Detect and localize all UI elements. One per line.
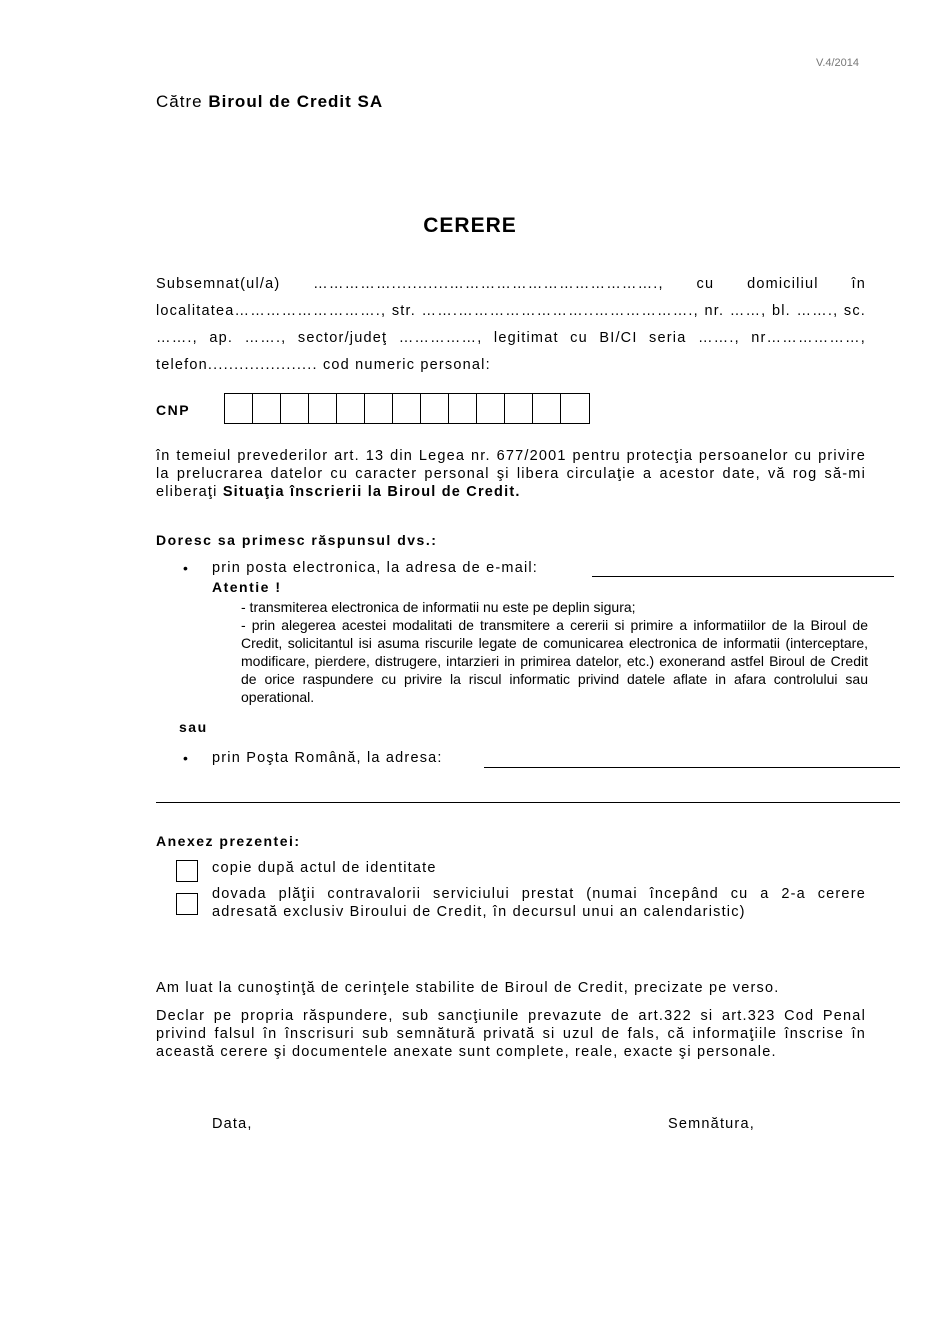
bullet-icon: • — [183, 750, 188, 766]
bullet-icon: • — [183, 560, 188, 576]
legal-basis-text: în temeiul prevederilor art. 13 din Legea nr. 677/2001 pentru protecţia persoanelor cu privire la prelucrarea datelor cu caracter personal şi libera circulaţie a acestor date, vă rog să-mi eliberaţi — [156, 448, 866, 500]
document-title: CERERE — [423, 214, 517, 237]
warning-text — [241, 598, 868, 706]
cnp-digit-cell[interactable] — [561, 394, 589, 423]
requested-document: Situaţia înscrierii la Biroul de Credit. — [222, 484, 521, 500]
annex-item-label: copie după actul de identitate — [212, 860, 437, 876]
response-method-heading: Doresc sa primesc răspunsul dvs.: — [156, 532, 438, 548]
cnp-input-grid[interactable] — [224, 393, 590, 424]
cnp-digit-cell[interactable] — [505, 394, 533, 423]
warning-title: Atentie ! — [212, 579, 282, 595]
postal-address-field[interactable] — [484, 767, 900, 768]
annex-heading: Anexez prezentei: — [156, 833, 301, 849]
warning-item: - prin alegerea acestei modalitati de transmitere a cererii si primire a informatiilor de la Biroul de Credit, solicitantul isi asuma riscurile legate de comunicarea electronica de informatii (interceptare, modificare, pierdere, distrugere, intarzieri in primirea datelor, etc.) exonerand astfel Biroul de Credit de orice raspundere cu privire la riscul informatic privind datele aflate in afara controlului sau operational. — [241, 617, 868, 705]
cnp-digit-cell[interactable] — [309, 394, 337, 423]
cnp-digit-cell[interactable] — [281, 394, 309, 423]
warning-item: - transmiterea electronica de informatii nu este pe deplin sigura; — [241, 599, 636, 615]
form-version: V.4/2014 — [816, 57, 860, 69]
declaration-paragraph: Declar pe propria răspundere, sub sancţiunile prevazute de art.322 si art.323 Cod Penal privind falsul în înscrisuri sub semnătură privată si uzul de fals, că informaţiile înscrise în această cerere şi documentele anexate sunt complete, reale, exacte şi personale. — [156, 1008, 866, 1060]
annex-item-label: dovada plăţii contravalorii serviciului prestat (numai începând cu a 2-a cerere adresată exclusiv Biroului de Credit, în decursul unui an calendaristic) — [212, 886, 866, 920]
cnp-digit-cell[interactable] — [421, 394, 449, 423]
email-option-label: prin posta electronica, la adresa de e-mail: — [212, 560, 539, 576]
date-label: Data, — [212, 1116, 253, 1132]
or-label: sau — [179, 719, 208, 735]
addressee-name: Biroul de Credit SA — [208, 92, 384, 111]
cnp-digit-cell[interactable] — [449, 394, 477, 423]
cnp-digit-cell[interactable] — [337, 394, 365, 423]
annex-id-copy-checkbox[interactable] — [176, 860, 198, 882]
addressee — [156, 92, 383, 112]
signature-label: Semnătura, — [668, 1116, 755, 1132]
cnp-digit-cell[interactable] — [477, 394, 505, 423]
postal-address-field-line-2[interactable] — [156, 802, 900, 803]
applicant-details-paragraph: Subsemnat(ul/a) ……………...........…………………………………., cu domiciliul în localitatea………………………., str. …….……………………..………………., nr. ……, bl. ……., sc. ……., ap. ……., sector/judeţ ……………, legitimat cu BI/CI seria ……., nr………………, telefon..................... cod numeric personal: — [156, 276, 866, 373]
cnp-digit-cell[interactable] — [365, 394, 393, 423]
acknowledgement-paragraph: Am luat la cunoştinţă de cerinţele stabilite de Biroul de Credit, precizate pe verso. — [156, 980, 780, 996]
addressee-prefix: Către — [156, 92, 203, 111]
legal-basis-paragraph — [156, 447, 866, 501]
annex-payment-proof-checkbox[interactable] — [176, 893, 198, 915]
cnp-digit-cell[interactable] — [225, 394, 253, 423]
cnp-digit-cell[interactable] — [533, 394, 561, 423]
post-option-label: prin Poşta Română, la adresa: — [212, 750, 443, 766]
email-address-field[interactable] — [592, 576, 894, 577]
cnp-digit-cell[interactable] — [253, 394, 281, 423]
cnp-label: CNP — [156, 402, 191, 418]
cnp-digit-cell[interactable] — [393, 394, 421, 423]
